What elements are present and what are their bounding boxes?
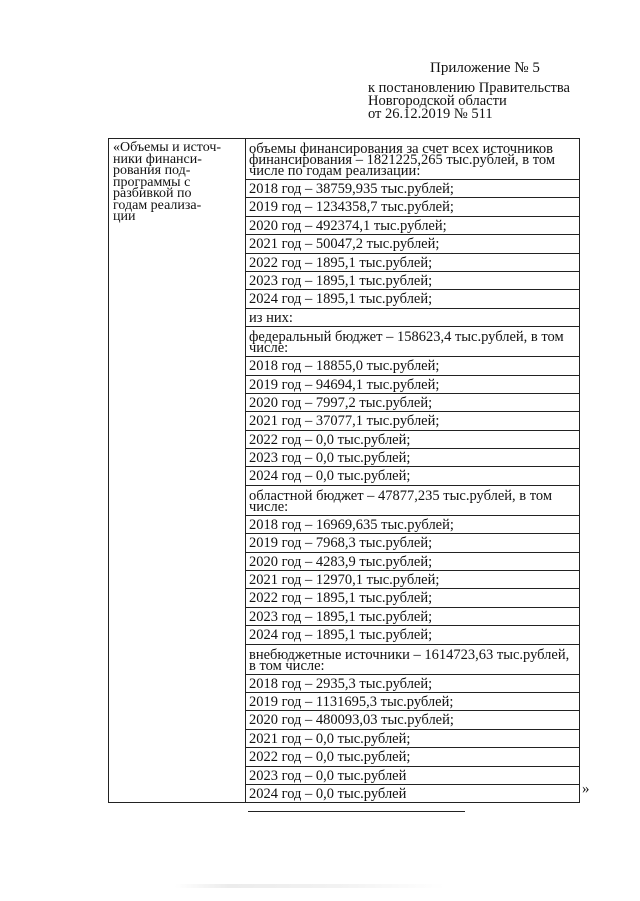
year-row: 2020 год – 492374,1 тыс.рублей; — [246, 217, 579, 235]
year-row: 2024 год – 1895,1 тыс.рублей; — [246, 290, 579, 308]
total-financing-row: объемы финансирования за счет всех источников финансирования – 1821225,265 тыс.рублей, в том числе по годам реализации: — [246, 139, 579, 180]
resolution-reference — [368, 82, 570, 121]
regional-budget-row: областной бюджет – 47877,235 тыс.рублей, в том числе: — [246, 486, 579, 516]
year-row: 2022 год – 0,0 тыс.рублей; — [246, 431, 579, 449]
label-line: «Объемы и источ- — [113, 140, 222, 155]
year-row: 2024 год – 0,0 тыс.рублей; — [246, 467, 579, 485]
year-row: 2020 год – 7997,2 тыс.рублей; — [246, 394, 579, 412]
year-row: 2018 год – 16969,635 тыс.рублей; — [246, 516, 579, 534]
year-row: 2023 год – 0,0 тыс.рублей; — [246, 449, 579, 467]
label-line: программы с — [113, 174, 191, 190]
resolution-line: от 26.12.2019 № 511 — [368, 106, 493, 122]
year-row: 2022 год – 1895,1 тыс.рублей; — [246, 254, 579, 272]
year-row: 2024 год – 1895,1 тыс.рублей; — [246, 626, 579, 644]
label-line: разбивкой по — [113, 186, 192, 201]
year-row: 2021 год – 50047,2 тыс.рублей; — [246, 235, 579, 253]
label-line: ции — [113, 209, 136, 224]
financing-table — [108, 138, 580, 803]
year-row: 2023 год – 0,0 тыс.рублей — [246, 767, 579, 785]
resolution-line: к постановлению Правительства — [368, 80, 570, 96]
closing-quote: » — [582, 781, 590, 797]
year-row: 2018 год – 2935,3 тыс.рублей; — [246, 675, 579, 693]
year-row: 2019 год – 7968,3 тыс.рублей; — [246, 534, 579, 552]
year-row: 2022 год – 0,0 тыс.рублей; — [246, 748, 579, 766]
label-line: рования под- — [113, 163, 191, 178]
footer-rule — [248, 811, 465, 812]
appendix-title: Приложение № 5 — [430, 60, 540, 76]
year-row: 2020 год – 480093,03 тыс.рублей; — [246, 711, 579, 729]
year-row: 2020 год – 4283,9 тыс.рублей; — [246, 553, 579, 571]
year-row: 2023 год – 1895,1 тыс.рублей; — [246, 608, 579, 626]
year-row: 2021 год – 37077,1 тыс.рублей; — [246, 412, 579, 430]
footer-scan-artifact — [175, 884, 445, 888]
year-row: 2018 год – 38759,935 тыс.рублей; — [246, 180, 579, 198]
year-row: 2021 год – 12970,1 тыс.рублей; — [246, 571, 579, 589]
year-row: 2019 год – 1131695,3 тыс.рублей; — [246, 693, 579, 711]
label-line: ники финанси- — [113, 151, 202, 167]
year-row: 2019 год – 1234358,7 тыс.рублей; — [246, 198, 579, 216]
year-row: 2019 год – 94694,1 тыс.рублей; — [246, 376, 579, 394]
resolution-line: Новгородской области — [368, 93, 507, 109]
year-row: 2021 год – 0,0 тыс.рублей; — [246, 730, 579, 748]
year-row: 2022 год – 1895,1 тыс.рублей; — [246, 589, 579, 607]
year-row: 2024 год – 0,0 тыс.рублей — [249, 785, 407, 802]
of-them-row: из них: — [246, 309, 579, 327]
year-row: 2023 год – 1895,1 тыс.рублей; — [246, 272, 579, 290]
financing-label-cell — [109, 139, 246, 803]
extrabudgetary-row: внебюджетные источники – 1614723,63 тыс.рублей, в том числе: — [246, 645, 579, 675]
financing-values-cell — [246, 139, 580, 803]
label-line: годам реализа- — [113, 197, 202, 213]
year-row: 2018 год – 18855,0 тыс.рублей; — [246, 357, 579, 375]
federal-budget-row: федеральный бюджет – 158623,4 тыс.рублей, в том числе: — [246, 327, 579, 357]
